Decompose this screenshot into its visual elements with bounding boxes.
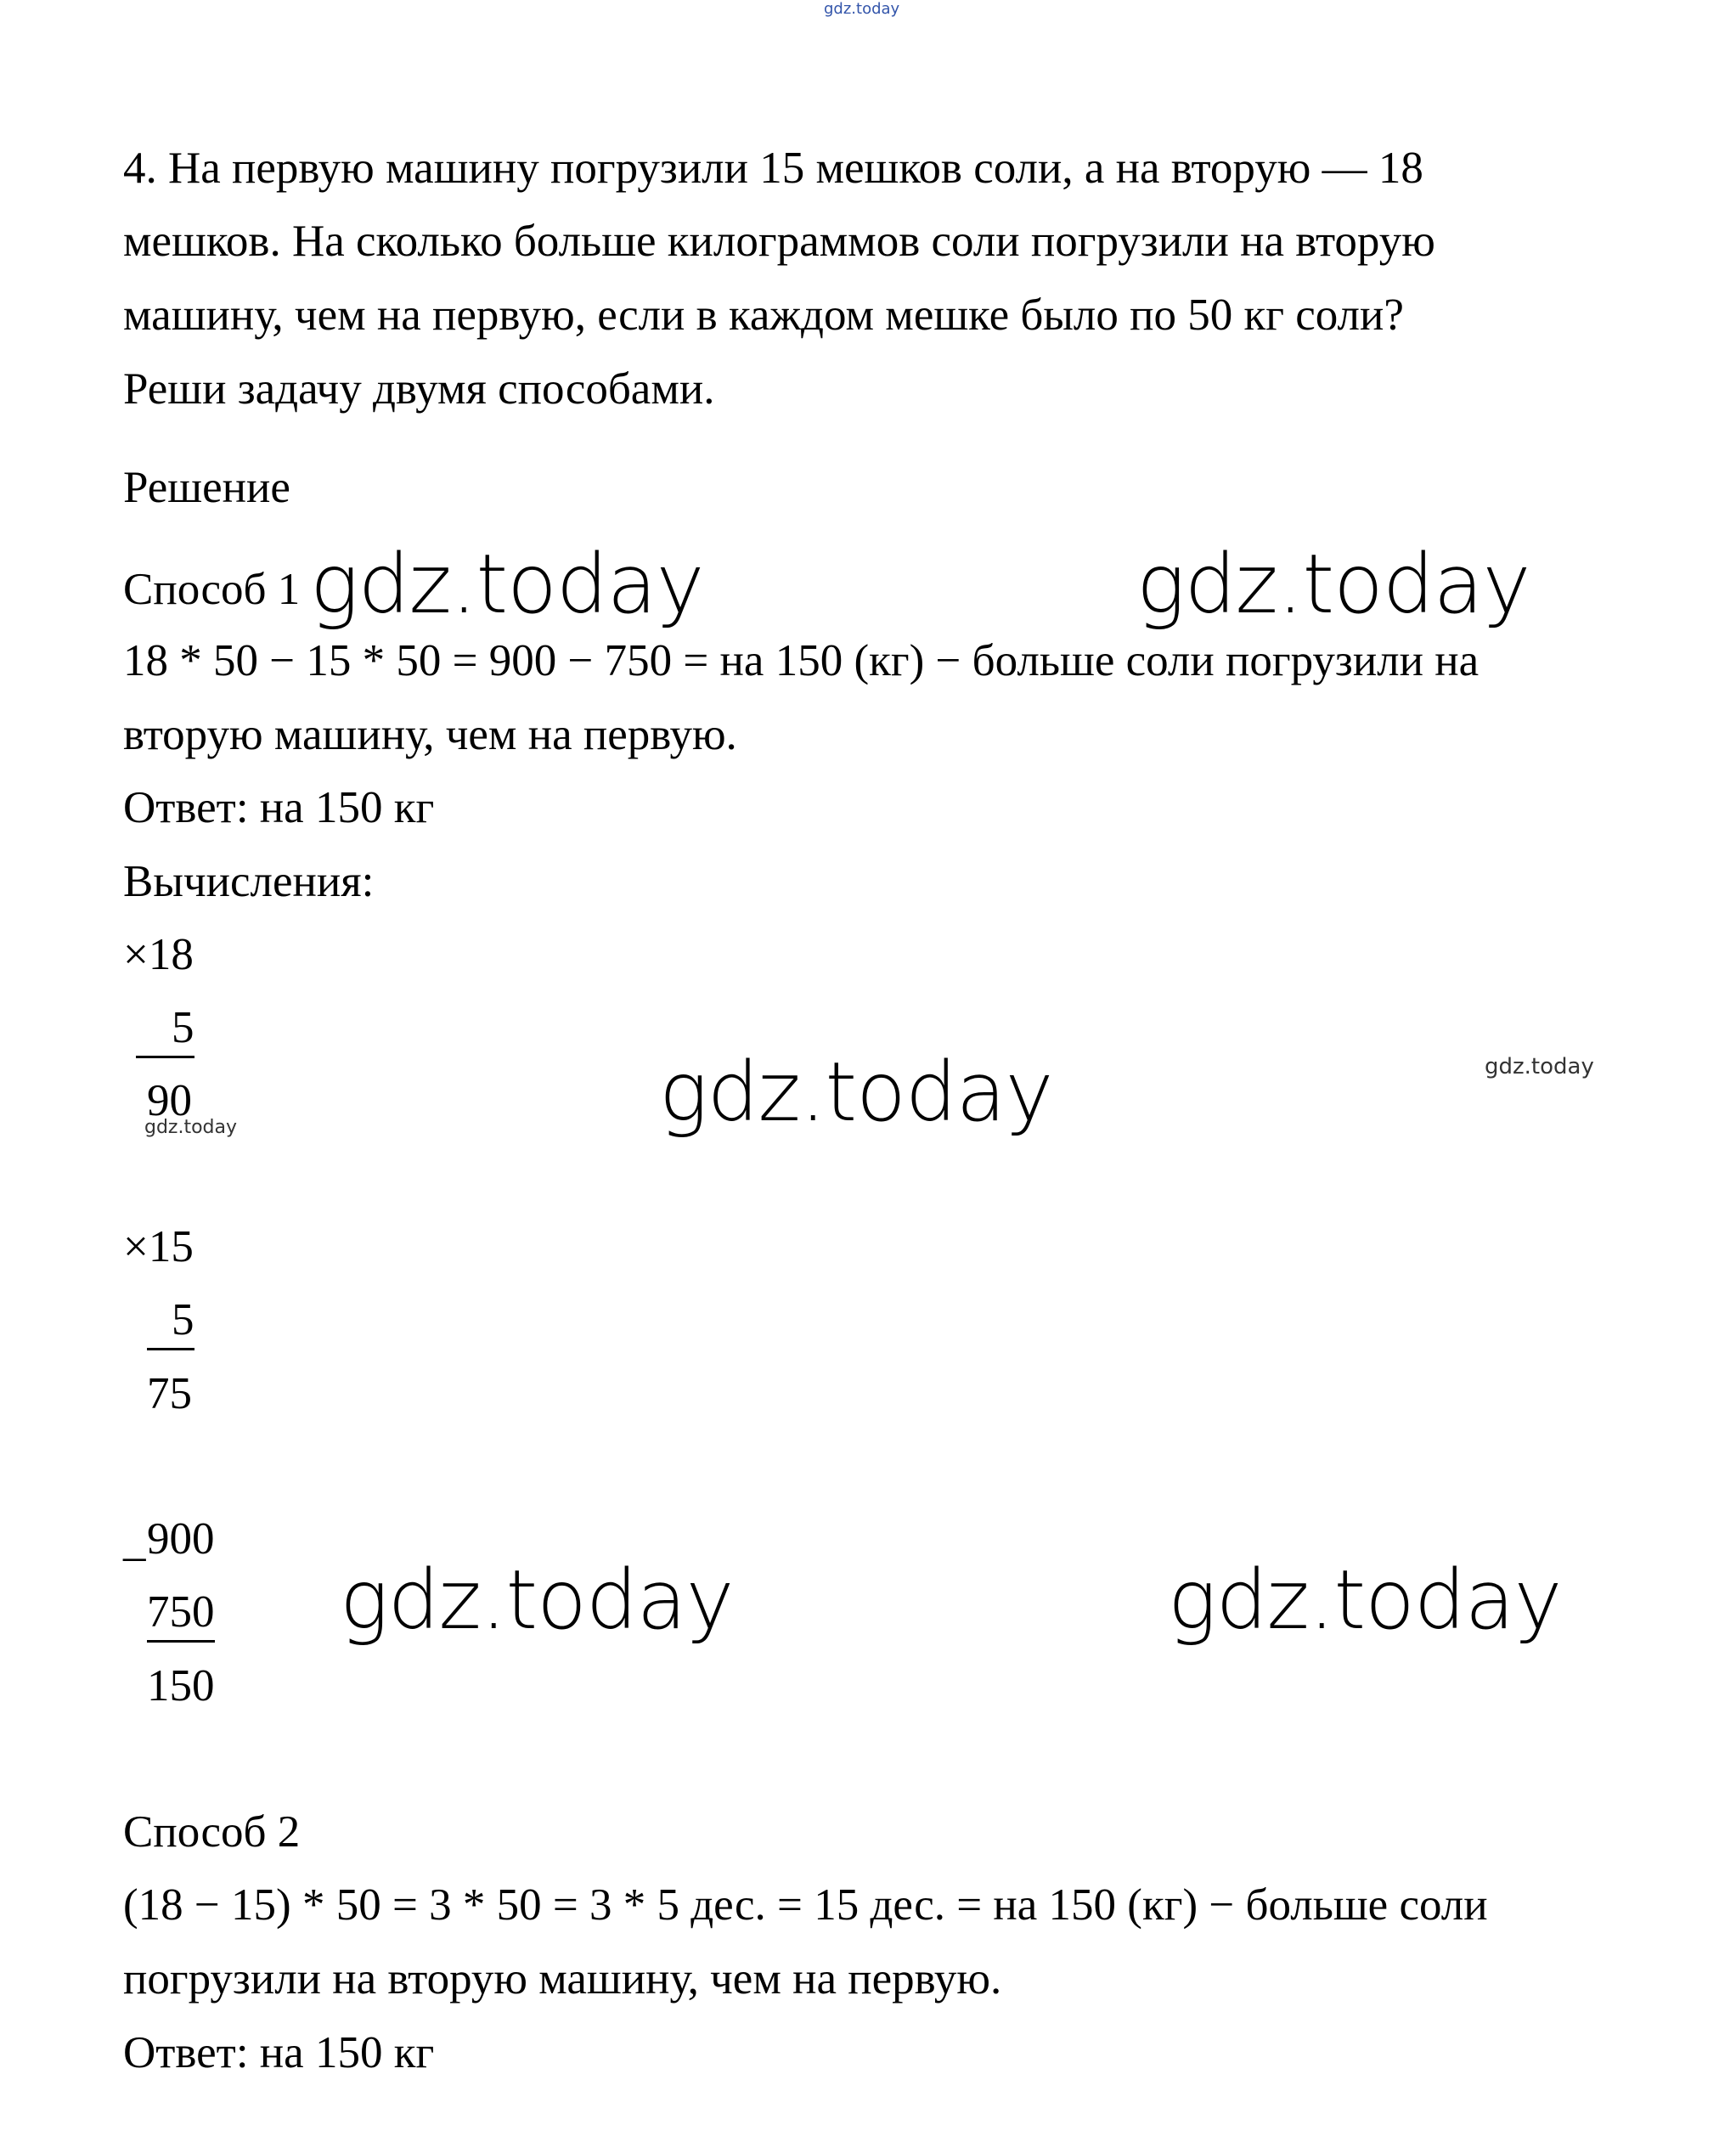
watermark-5: gdz.today bbox=[1485, 1054, 1594, 1079]
method1-answer: Ответ: на 150 кг bbox=[123, 783, 435, 832]
watermark-1: gdz.today bbox=[310, 537, 704, 632]
method1-line-1: 18 * 50 − 15 * 50 = 900 − 750 = на 150 (кг) − больше соли погрузили на bbox=[123, 636, 1480, 685]
calc1-multiplier bbox=[136, 1003, 194, 1052]
calc2-result: 75 bbox=[147, 1369, 192, 1418]
method1-line-2: вторую машину, чем на первую. bbox=[123, 710, 737, 759]
watermark-6: gdz.today bbox=[340, 1553, 734, 1648]
method2-line-1: (18 − 15) * 50 = 3 * 50 = 3 * 5 дес. = 15 дес. = на 150 (кг) − больше соли bbox=[123, 1880, 1488, 1930]
calc2-top: ×15 bbox=[123, 1222, 194, 1271]
watermark-7: gdz.today bbox=[1168, 1553, 1562, 1648]
problem-line-1: 4. На первую машину погрузили 15 мешков соли, а на вторую — 18 bbox=[123, 144, 1423, 193]
watermark-3: gdz.today bbox=[144, 1117, 238, 1138]
method2-title: Способ 2 bbox=[123, 1807, 301, 1857]
method1-title: Способ 1 bbox=[123, 565, 301, 614]
calc-heading: Вычисления: bbox=[123, 857, 375, 906]
method2-answer: Ответ: на 150 кг bbox=[123, 2028, 435, 2077]
problem-line-3: машину, чем на первую, если в каждом мешке было по 50 кг соли? bbox=[123, 290, 1404, 340]
calc1-top: ×18 bbox=[123, 930, 194, 979]
calc3-result: 150 bbox=[147, 1661, 215, 1711]
method2-line-2: погрузили на вторую машину, чем на первую. bbox=[123, 1954, 1002, 2004]
calc2-multiplier-value: 5 bbox=[147, 1295, 194, 1350]
watermark-2: gdz.today bbox=[1136, 537, 1530, 632]
calc3-subtrahend bbox=[147, 1587, 215, 1637]
solution-heading: Решение bbox=[123, 463, 290, 512]
calc3-sign: _ bbox=[123, 1516, 146, 1565]
watermark-top: gdz.today bbox=[824, 0, 900, 18]
calc3-top: 900 bbox=[147, 1514, 215, 1564]
watermark-4: gdz.today bbox=[659, 1045, 1053, 1140]
calc1-result: 90 bbox=[147, 1076, 192, 1125]
calc2-multiplier bbox=[147, 1295, 194, 1344]
calc3-subtrahend-value: 750 bbox=[147, 1587, 215, 1643]
problem-line-2: мешков. На сколько больше килограммов соли погрузили на вторую bbox=[123, 217, 1435, 266]
calc1-multiplier-value: 5 bbox=[136, 1003, 194, 1058]
problem-line-4: Реши задачу двумя способами. bbox=[123, 364, 715, 414]
